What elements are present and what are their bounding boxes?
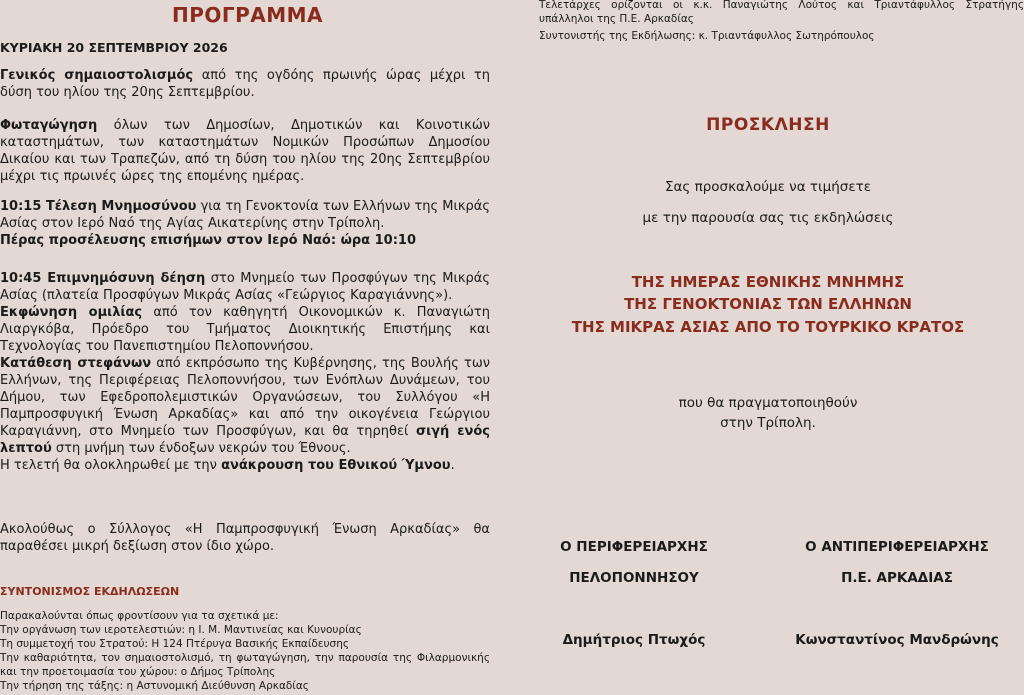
program-column <box>0 0 495 695</box>
program-title: ΠΡΟΓΡΑΜΜΑ <box>171 3 324 27</box>
deputy-governor-region: Π.Ε. ΑΡΚΑΔΙΑΣ <box>841 570 953 586</box>
paragraph-reception: Ακολούθως ο Σύλλογος «Η Παμπροσφυγική Ένωση Αρκαδίας» θα παραθέσει μικρή δεξίωση στον ίδιο χώρο. <box>0 522 490 554</box>
event-title-line-3: ΤΗΣ ΜΙΚΡΑΣ ΑΣΙΑΣ ΑΠΟ ΤΟ ΤΟΥΡΚΙΚΟ ΚΡΑΤΟΣ <box>571 318 965 336</box>
invitation-line-2: με την παρουσία σας τις εκδηλώσεις <box>642 210 894 226</box>
coordination-line: Την οργάνωση των ιεροτελεστιών: η Ι. Μ. Μαντινείας και Κυνουρίας <box>0 624 362 636</box>
invitation-line-1: Σας προσκαλούμε να τιμήσετε <box>664 179 872 195</box>
arrival-deadline: Πέρας προσέλευσης επισήμων στον Ιερό Ναό: ώρα 10:10 <box>0 233 417 248</box>
coordination-title: ΣΥΝΤΟΝΙΣΜΟΣ ΕΚΔΗΛΩΣΕΩΝ <box>0 585 180 598</box>
location-line-2: στην Τρίπολη. <box>720 415 816 431</box>
coordination-line: Παρακαλούνται όπως φροντίσουν για τα σχετικά με: <box>0 610 279 622</box>
regional-governor-region: ΠΕΛΟΠΟΝΝΗΣΟΥ <box>569 570 699 586</box>
flags-heading: Γενικός σημαιοστολισμός <box>0 68 194 83</box>
flags-text: από της ογδόης πρωινής ώρας μέχρι τη δύση του ηλίου της 20ης Σεπτεμβρίου. <box>0 68 490 100</box>
lighting-text: όλων των Δημοσίων, Δημοτικών και Κοινοτικών καταστημάτων, των καταστημάτων Νομικών Προσώπων Δημοσίου Δικαίου και των Τραπεζών, από τη δύση του ηλίου της 20ης Σεπτεμβρίου μέχρι τις πρωινές ώρες της επομένης ημέρας. <box>0 118 490 184</box>
memorial-heading: 10:15 Τέλεση Μνημοσύνου <box>0 199 197 214</box>
ceremony-heading: 10:45 Επιμνημόσυνη δέηση <box>0 271 206 286</box>
invitation-title: ΠΡΟΣΚΛΗΣΗ <box>706 115 830 135</box>
anthem-period: . <box>450 458 455 473</box>
lighting-heading: Φωταγώγηση <box>0 118 98 133</box>
location-line-1: που θα πραγματοποιηθούν <box>678 395 858 411</box>
coordination-line: Την τήρηση της τάξης: η Αστυνομική Διεύθυνση Αρκαδίας <box>0 680 309 692</box>
speech-text: από τον καθηγητή Οικονομικών κ. Παναγιώτη Λιαργκόβα, Πρόεδρο του Τμήματος Διοικητικής Επιστήμης και Τεχνολογίας του Πανεπιστημίου Πελοποννήσου. <box>0 305 490 354</box>
paragraph-lighting <box>0 117 490 185</box>
anthem-bold: ανάκρουση του Εθνικού Ύμνου <box>221 458 451 473</box>
wreath-text: από εκπρόσωπο της Κυβέρνησης, της Βουλής των Ελλήνων, της Περιφέρειας Πελοποννήσου, των Ενόπλων Δυνάμεων, του Δήμου, των Εφεδροπολεμιστικών Οργανώσεων, του Συλλόγου «Η Παμπροσφυγική Ένωση Αρκαδίας» και από την οικογένεια Γεώργιου Καραγιάννη, στο Μνημείο των Προσφύγων, και θα τηρηθεί <box>0 356 491 439</box>
paragraph-ceremony <box>0 270 490 474</box>
paragraph-memorial-service <box>0 198 490 249</box>
anthem-text: Η τελετή θα ολοκληρωθεί με την <box>0 458 222 473</box>
memorial-text: για τη Γενοκτονία των Ελλήνων της Μικράς Ασίας στον Ιερό Ναό της Αγίας Αικατερίνης στην Τρίπολη. <box>0 199 490 231</box>
coordination-line: Τη συμμετοχή του Στρατού: Η 124 Πτέρυγα Βασικής Εκπαίδευσης <box>0 638 350 650</box>
event-title-line-1: ΤΗΣ ΗΜΕΡΑΣ ΕΘΝΙΚΗΣ ΜΝΗΜΗΣ <box>631 273 905 291</box>
coordinator-text: Συντονιστής της Εκδήλωσης: κ. Τριαντάφυλλος Σωτηρόπουλος <box>539 30 875 42</box>
regional-governor-title: Ο ΠΕΡΙΦΕΡΕΙΑΡΧΗΣ <box>560 539 708 555</box>
invitation-column <box>512 0 1024 695</box>
event-title-line-2: ΤΗΣ ΓΕΝΟΚΤΟΝΙΑΣ ΤΩΝ ΕΛΛΗΝΩΝ <box>624 295 912 313</box>
deputy-governor-name: Κωνσταντίνος Μανδρώνης <box>795 632 999 648</box>
paragraph-flags <box>0 67 490 101</box>
wreath-heading: Κατάθεση στεφάνων <box>0 356 152 371</box>
silence-text: σιγή ενός λεπτού <box>0 424 490 456</box>
coordination-line: Την καθαριότητα, τον σημαιοστολισμό, τη φωταγώγηση, την παρουσία της Φιλαρμονικής και την προετοιμασία του χώρου: ο Δήμος Τρίπολης <box>0 652 490 678</box>
speech-heading: Εκφώνηση ομιλίας <box>0 305 143 320</box>
deputy-governor-title: Ο ΑΝΤΙΠΕΡΙΦΕΡΕΙΑΡΧΗΣ <box>805 539 989 555</box>
ceremony-text: στο Μνημείο των Προσφύγων της Μικράς Ασίας (πλατεία Προσφύγων Μικράς Ασίας «Γεώργιος Καραγιάννης»). <box>0 271 490 303</box>
event-date: ΚΥΡΙΑΚΗ 20 ΣΕΠΤΕΜΒΡΙΟΥ 2026 <box>0 40 228 55</box>
wreath-text-end: στη μνήμη των ένδοξων νεκρών του Έθνους. <box>51 441 351 456</box>
regional-governor-name: Δημήτριος Πτωχός <box>562 632 706 648</box>
ceremony-masters-text: Τελετάρχες ορίζονται οι κ.κ. Παναγιώτης Λούτος και Τριαντάφυλλος Στρατήγης υπάλληλοι της Π.Ε. Αρκαδίας <box>539 0 1024 25</box>
